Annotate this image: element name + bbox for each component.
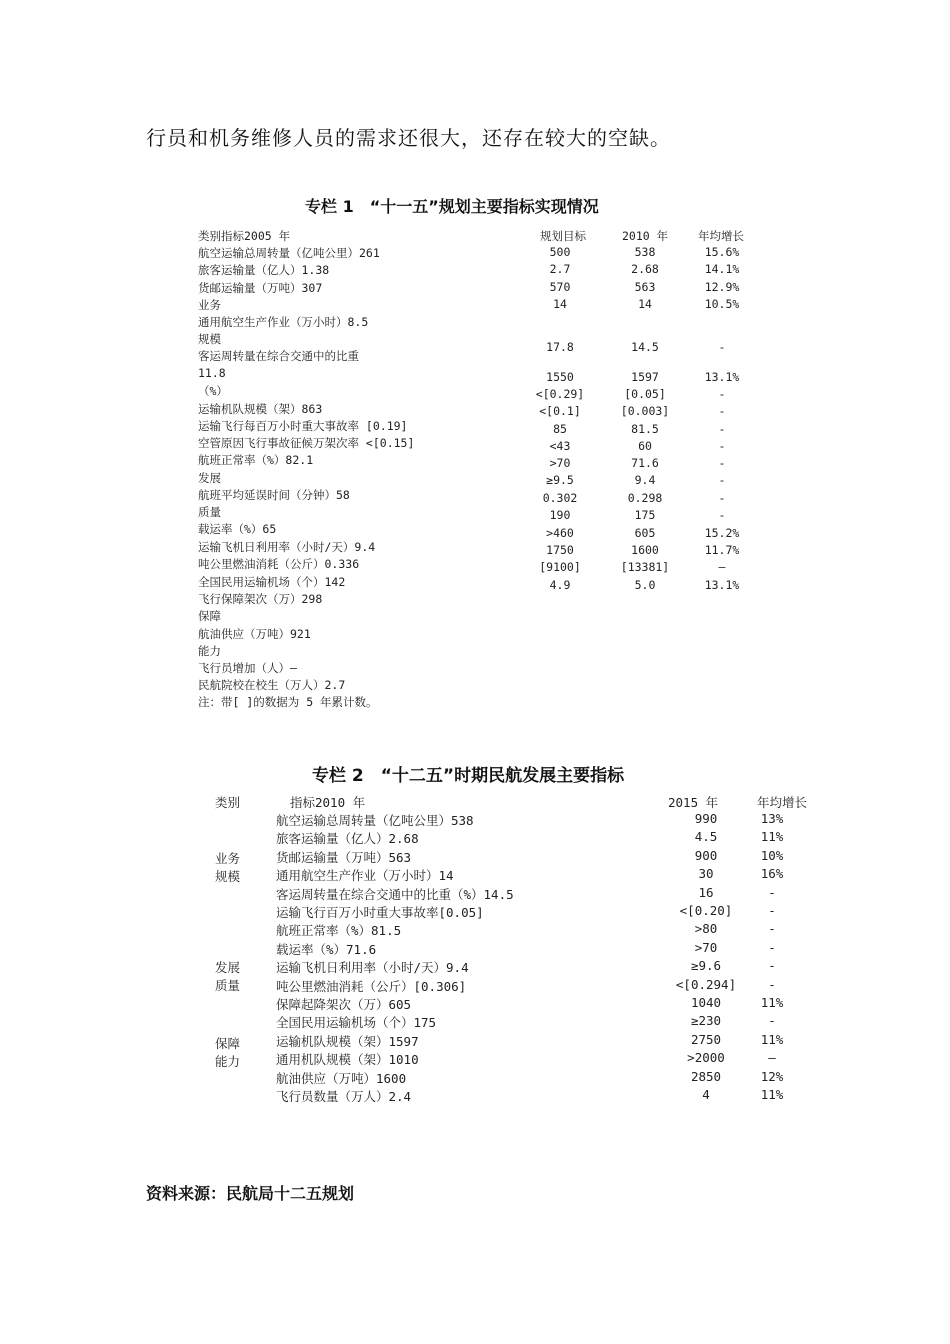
- table2-2015-cell: >80: [694, 921, 718, 937]
- table2-indicator-cell: 吨公里燃油消耗（公斤）[0.306]: [276, 978, 467, 994]
- table1-growth-cell: -: [718, 340, 726, 354]
- table1-2010-cell: 60: [638, 439, 652, 453]
- table1-header-2010: 2010 年: [622, 229, 669, 243]
- table2-indicator-cell: 旅客运输量（亿人）2.68: [276, 831, 419, 847]
- table2-growth-cell: 11%: [760, 1087, 784, 1102]
- table2-indicator-cell: 运输飞行百万小时重大事故率[0.05]: [276, 905, 484, 920]
- table2-growth-cell: 11%: [760, 829, 784, 845]
- table2-growth-cell: -: [768, 921, 776, 937]
- table1-growth-cell: —: [718, 560, 726, 574]
- table1-left-row: （%）: [198, 384, 228, 398]
- table2-growth-cell: 11%: [760, 1031, 784, 1047]
- table1-target-cell: <43: [549, 439, 571, 453]
- table1-2010-cell: 175: [634, 508, 656, 522]
- table2-category-label: 发展: [215, 960, 241, 975]
- table1-left-row: 能力: [198, 644, 221, 658]
- table1-growth-cell: 13.1%: [704, 578, 740, 592]
- table2-growth-cell: -: [768, 1013, 776, 1029]
- table2-indicator-cell: 运输机队规模（架）1597: [276, 1033, 419, 1049]
- table1-left-row: 民航院校在校生（万人）2.7: [198, 678, 346, 692]
- table1-growth-cell: 13.1%: [704, 370, 740, 384]
- table2-growth-cell: 16%: [760, 866, 784, 882]
- table1-left-row: 11.8: [198, 366, 226, 380]
- table2-growth-cell: 12%: [760, 1068, 784, 1084]
- table2-header-indicator: 指标2010 年: [290, 795, 366, 810]
- table2-indicator-cell: 全国民用运输机场（个）175: [276, 1015, 437, 1031]
- table1-2010-cell: 71.6: [631, 456, 659, 470]
- table1-left-row: 载运率（%）65: [198, 522, 277, 536]
- table1-2010-cell: 14: [638, 297, 652, 311]
- table1-title: 专栏 1 “十一五”规划主要指标实现情况: [305, 197, 599, 216]
- table1-2010-cell: 5.0: [634, 578, 656, 592]
- table2-indicator-cell: 通用机队规模（架）1010: [276, 1052, 419, 1068]
- table1-left-row: 运输飞行每百万小时重大事故率 [0.19]: [198, 419, 408, 433]
- table1-2010-cell: [0.003]: [620, 404, 670, 418]
- table1-left-row: 吨公里燃油消耗（公斤）0.336: [198, 557, 360, 571]
- table2-header-growth: 年均增长: [757, 795, 808, 810]
- table1-growth-cell: 12.9%: [704, 280, 740, 294]
- table2-category-label: 质量: [215, 978, 241, 993]
- table1-left-row: 通用航空生产作业（万小时）8.5: [198, 315, 369, 329]
- table1-target-cell: >70: [549, 456, 571, 470]
- table1-left-row: 运输机队规模（架）863: [198, 402, 323, 416]
- table2-growth-cell: -: [768, 976, 776, 992]
- table2-indicator-cell: 货邮运输量（万吨）563: [276, 849, 412, 865]
- table2-growth-cell: 10%: [760, 847, 784, 863]
- table1-left-row: 航油供应（万吨）921: [198, 627, 311, 641]
- table1-2010-cell: 0.298: [627, 491, 663, 505]
- table1-2010-cell: 14.5: [631, 340, 659, 354]
- table2-2015-cell: 2850: [690, 1068, 722, 1084]
- table2-category-label: 保障: [215, 1036, 241, 1051]
- table1-left-row: 飞行员增加（人）—: [198, 661, 297, 675]
- table2-2015-cell: 16: [698, 884, 714, 900]
- table2-2015-cell: 1040: [690, 995, 722, 1010]
- table1-left-row: 运输飞机日利用率（小时/天）9.4: [198, 540, 376, 554]
- table1-target-cell: <[0.29]: [535, 387, 585, 401]
- table2-indicator-cell: 保障起降架次（万）605: [276, 997, 412, 1012]
- table2-category-label: 能力: [215, 1054, 241, 1069]
- table2-2015-cell: 900: [694, 847, 718, 863]
- table1-growth-cell: 15.6%: [704, 245, 740, 259]
- table1-growth-cell: -: [718, 491, 726, 505]
- table1-growth-cell: -: [718, 473, 726, 487]
- table2-2015-cell: ≥230: [690, 1013, 722, 1029]
- table1-growth-cell: 14.1%: [704, 262, 740, 276]
- table2-2015-cell: <[0.294]: [675, 976, 737, 992]
- table2-2015-cell: 4.5: [694, 829, 718, 845]
- table1-target-cell: 500: [549, 245, 571, 259]
- table2-indicator-cell: 航空运输总周转量（亿吨公里）538: [276, 813, 474, 828]
- table1-header-label: 类别指标2005 年: [198, 229, 291, 243]
- table1-target-cell: 2.7: [549, 262, 571, 276]
- table1-2010-cell: 9.4: [634, 473, 656, 487]
- table1-left-row: 客运周转量在综合交通中的比重: [198, 349, 359, 363]
- table2-header-category: 类别: [215, 795, 241, 810]
- table1-header-target: 规划目标: [540, 229, 586, 243]
- table2-indicator-cell: 航油供应（万吨）1600: [276, 1070, 407, 1086]
- table2-category-label: 业务: [215, 851, 241, 866]
- table1-left-row: 航空运输总周转量（亿吨公里）261: [198, 246, 380, 260]
- table2-indicator-cell: 飞行员数量（万人）2.4: [276, 1089, 412, 1104]
- table1-target-cell: 1750: [546, 543, 574, 557]
- table2-indicator-cell: 航班正常率（%）81.5: [276, 923, 402, 939]
- table2-growth-cell: —: [768, 1050, 776, 1066]
- table1-2010-cell: 2.68: [631, 262, 659, 276]
- table1-growth-cell: -: [718, 508, 726, 522]
- table1-growth-cell: 15.2%: [704, 526, 740, 540]
- table2-indicator-cell: 载运率（%）71.6: [276, 941, 377, 957]
- table1-target-cell: 1550: [546, 370, 574, 384]
- table2-indicator-cell: 通用航空生产作业（万小时）14: [276, 868, 454, 884]
- table2-2015-cell: 4: [702, 1087, 710, 1102]
- table1-target-cell: 0.302: [542, 491, 578, 505]
- table1-left-row: 质量: [198, 505, 221, 519]
- table1-growth-cell: -: [718, 422, 726, 436]
- table1-left-row: 发展: [198, 471, 221, 485]
- table1-target-cell: 85: [553, 422, 567, 436]
- table1-target-cell: 190: [549, 508, 571, 522]
- table1-left-row: 飞行保障架次（万）298: [198, 592, 323, 606]
- table1-left-row: 全国民用运输机场（个）142: [198, 575, 346, 589]
- table1-2010-cell: 538: [634, 245, 656, 259]
- table2-title: 专栏 2 “十二五”时期民航发展主要指标: [312, 766, 625, 786]
- table1-target-cell: 14: [553, 297, 567, 311]
- table2-2015-cell: ≥9.6: [690, 958, 722, 974]
- table1-left-row: 旅客运输量（亿人）1.38: [198, 263, 330, 277]
- table1-header-growth: 年均增长: [698, 229, 744, 243]
- source-note: 资料来源：民航局十二五规划: [146, 1184, 355, 1203]
- table1-target-cell: 570: [549, 280, 571, 294]
- table1-left-row: 注：带[ ]的数据为 5 年累计数。: [198, 695, 378, 709]
- table1-target-cell: ≥9.5: [546, 473, 574, 487]
- table2-growth-cell: -: [768, 884, 776, 900]
- table2-2015-cell: 990: [694, 811, 718, 826]
- table1-target-cell: <[0.1]: [539, 404, 581, 418]
- table1-target-cell: 4.9: [549, 578, 571, 592]
- table1-2010-cell: [0.05]: [624, 387, 666, 401]
- table2-category-label: 规模: [215, 869, 241, 884]
- table1-left-row: 航班平均延误时间（分钟）58: [198, 488, 350, 502]
- table1-left-row: 航班正常率（%）82.1: [198, 453, 314, 467]
- table1-target-cell: 17.8: [546, 340, 574, 354]
- table1-left-row: 货邮运输量（万吨）307: [198, 281, 323, 295]
- table2-growth-cell: -: [768, 958, 776, 974]
- table2-2015-cell: 30: [698, 866, 714, 882]
- table1-2010-cell: 563: [634, 280, 656, 294]
- table1-2010-cell: 1597: [631, 370, 659, 384]
- table1-growth-cell: -: [718, 387, 726, 401]
- intro-paragraph: 行员和机务维修人员的需求还很大，还存在较大的空缺。: [146, 126, 671, 150]
- table1-2010-cell: 81.5: [631, 422, 659, 436]
- table1-growth-cell: -: [718, 404, 726, 418]
- table2-2015-cell: <[0.20]: [679, 903, 733, 918]
- table2-growth-cell: -: [768, 903, 776, 918]
- table1-target-cell: >460: [546, 526, 574, 540]
- table2-2015-cell: 2750: [690, 1031, 722, 1047]
- table2-2015-cell: >2000: [687, 1050, 725, 1066]
- table1-2010-cell: [13381]: [620, 560, 670, 574]
- table1-2010-cell: 605: [634, 526, 656, 540]
- table2-growth-cell: -: [768, 939, 776, 955]
- table2-indicator-cell: 运输飞机日利用率（小时/天）9.4: [276, 960, 469, 976]
- table1-growth-cell: -: [718, 439, 726, 453]
- table2-header-2015: 2015 年: [668, 795, 719, 810]
- table2-growth-cell: 11%: [760, 995, 784, 1010]
- table2-indicator-cell: 客运周转量在综合交通中的比重（%）14.5: [276, 886, 514, 902]
- table1-left-row: 业务: [198, 298, 221, 312]
- table1-left-row: 空管原因飞行事故征候万架次率 <[0.15]: [198, 436, 415, 450]
- table2-2015-cell: >70: [694, 939, 718, 955]
- table1-2010-cell: 1600: [631, 543, 659, 557]
- table1-growth-cell: 11.7%: [704, 543, 740, 557]
- table1-left-row: 规模: [198, 332, 221, 346]
- table1-left-row: 保障: [198, 609, 221, 623]
- table1-growth-cell: 10.5%: [704, 297, 740, 311]
- table1-growth-cell: -: [718, 456, 726, 470]
- table1-target-cell: [9100]: [539, 560, 581, 574]
- table2-growth-cell: 13%: [760, 811, 784, 826]
